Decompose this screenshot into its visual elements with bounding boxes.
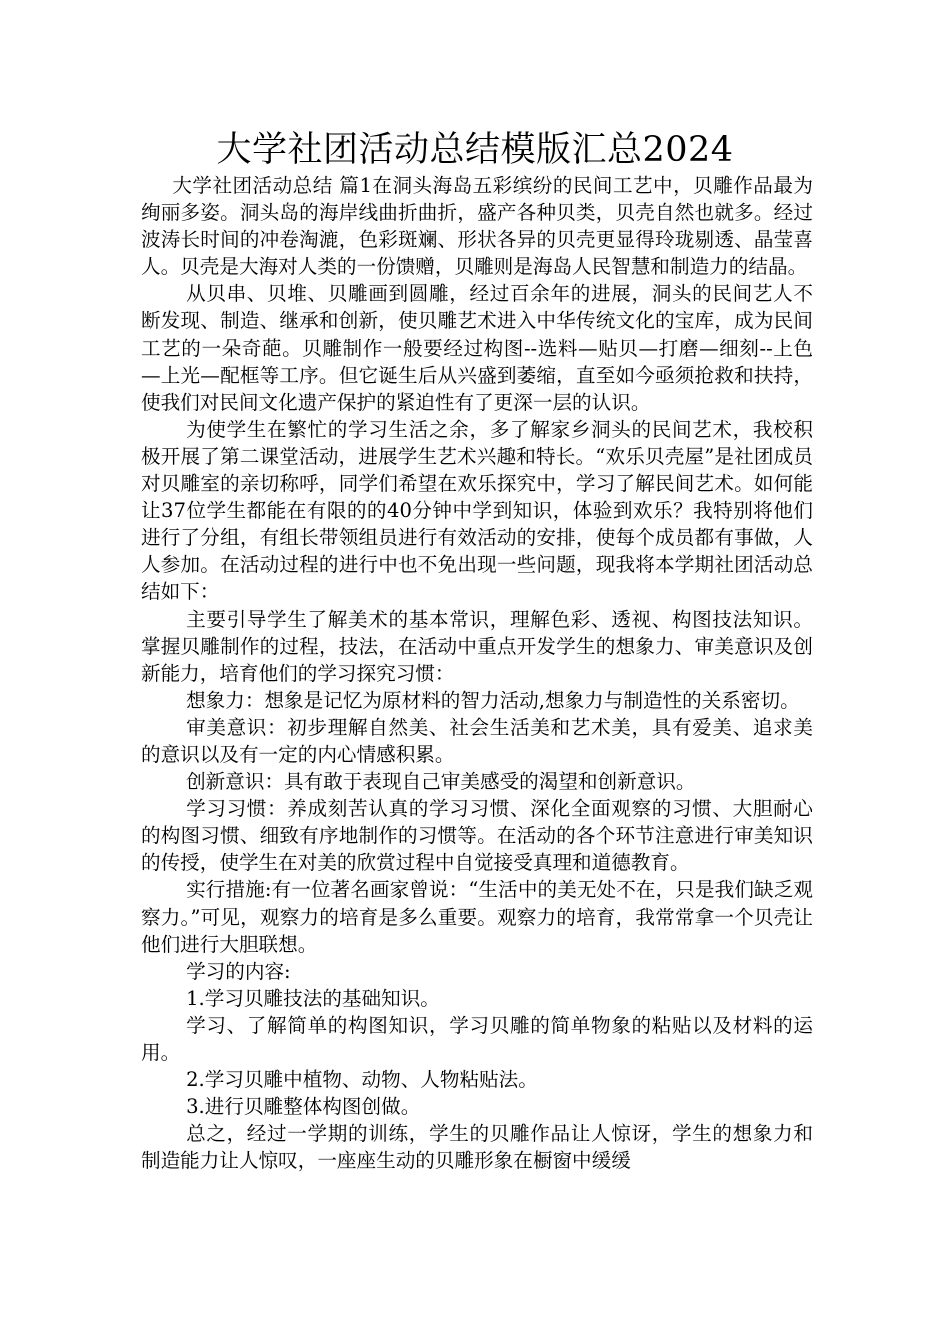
paragraph-content-3: 3.进行贝雕整体构图创做。	[186, 1095, 421, 1119]
paragraph-content-2: 2.学习贝雕中植物、动物、人物粘贴法。	[186, 1068, 538, 1092]
document-title: 大学社团活动总结模版汇总2024	[216, 130, 734, 170]
paragraph-innovation: 创新意识：具有敢于表现自己审美感受的渴望和创新意识。	[186, 770, 696, 794]
paragraph-content-1-detail: 学习、了解简单的构图知识，学习贝雕的简单物象的粘贴以及材料的运用。	[141, 1013, 813, 1064]
paragraph-content-1: 1.学习贝雕技法的基础知识。	[186, 986, 440, 1010]
paragraph-goals: 主要引导学生了解美术的基本常识，理解色彩、透视、构图技法知识。掌握贝雕制作的过程，技法，在活动中重点开发学生的想象力、审美意识及创新能力，培育他们的学习探究习惯：	[141, 607, 813, 685]
paragraph-aesthetics: 审美意识：初步理解自然美、社会生活美和艺术美，具有爱美、追求美的意识以及有一定的内心情感积累。	[141, 715, 813, 766]
paragraph-content-heading: 学习的内容:	[186, 959, 291, 983]
paragraph-measures: 实行措施:有一位著名画家曾说：“生活中的美无处不在，只是我们缺乏观察力。”可见，观察力的培育是多么重要。观察力的培育，我常常拿一个贝壳让他们进行大胆联想。	[141, 878, 813, 956]
paragraph-imagination: 想象力：想象是记忆为原材料的智力活动,想象力与制造性的关系密切。	[186, 688, 800, 712]
paragraph-history: 从贝串、贝堆、贝雕画到圆雕，经过百余年的进展，洞头的民间艺人不断发现、制造、继承和创新，使贝雕艺术进入中华传统文化的宝库，成为民间工艺的一朵奇葩。贝雕制作一般要经过构图--选料—贴贝—打磨—细刻--上色—上光—配框等工序。但它诞生后从兴盛到萎缩，直至如今亟须抢救和扶持，使我们对民间文化遗产保护的紧迫性有了更深一层的认识。	[141, 282, 813, 414]
paragraph-habits: 学习习惯：养成刻苦认真的学习习惯、深化全面观察的习惯、大胆耐心的构图习惯、细致有序地制作的习惯等。在活动的各个环节注意进行审美知识的传授，使学生在对美的欣赏过程中自觉接受真理和道德教育。	[141, 797, 813, 875]
paragraph-activity: 为使学生在繁忙的学习生活之余，多了解家乡洞头的民间艺术，我校积极开展了第二课堂活动，进展学生艺术兴趣和特长。“欢乐贝壳屋”是社团成员对贝雕室的亲切称呼，同学们希望在欢乐探究中，学习了解民间艺术。如何能让37位学生都能在有限的的40分钟中学到知识，体验到欢乐？我特别将他们进行了分组，有组长带领组员进行有效活动的安排，使每个成员都有事做，人人参加。在活动过程的进行中也不免出现一些问题，现我将本学期社团活动总结如下：	[141, 417, 813, 604]
document-body	[141, 172, 813, 1174]
paragraph-intro: 大学社团活动总结 篇1在洞头海岛五彩缤纷的民间工艺中，贝雕作品最为绚丽多姿。洞头岛的海岸线曲折曲折，盛产各种贝类，贝壳自然也就多。经过波涛长时间的冲卷淘漉，色彩斑斓、形状各异的贝壳更显得玲珑剔透、晶莹喜人。贝壳是大海对人类的一份馈赠，贝雕则是海岛人民智慧和制造力的结晶。	[141, 174, 813, 279]
paragraph-conclusion: 总之，经过一学期的训练，学生的贝雕作品让人惊讶，学生的想象力和制造能力让人惊叹，一座座生动的贝雕形象在橱窗中缓缓	[141, 1122, 813, 1173]
